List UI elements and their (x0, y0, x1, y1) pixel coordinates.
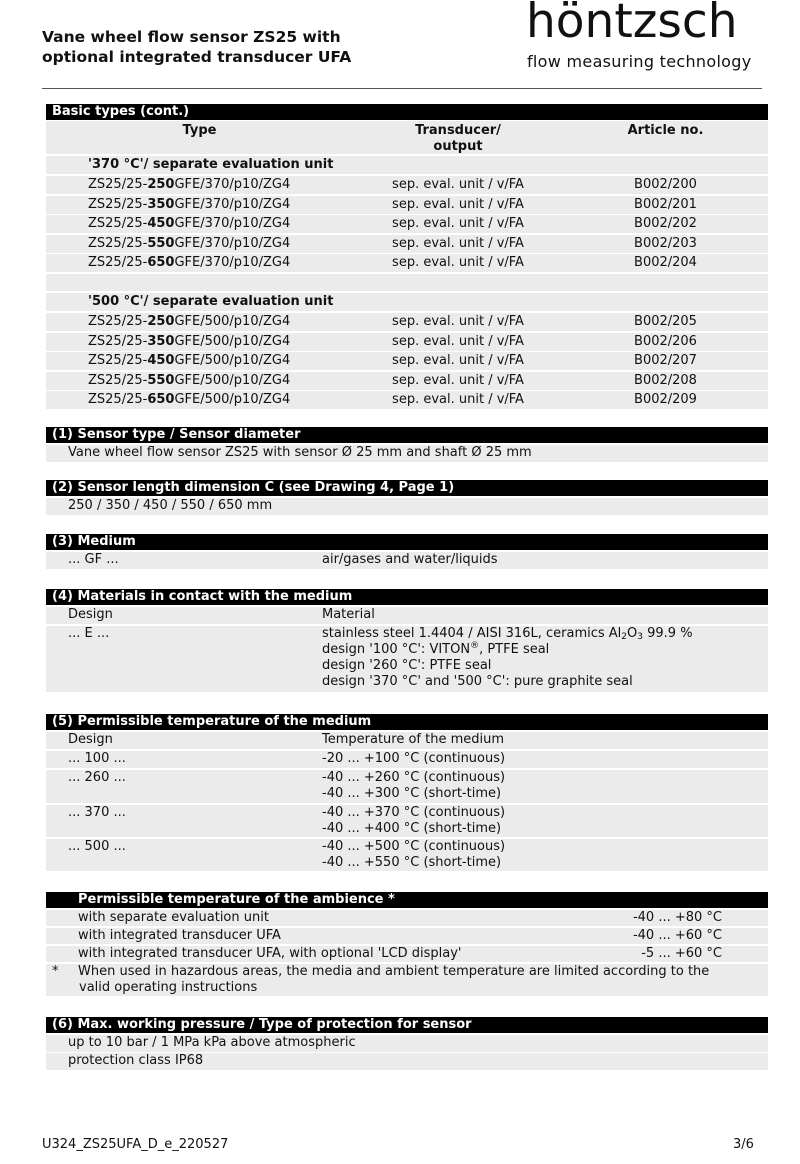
section-5-col-temp: Temperature of the medium (249, 732, 768, 749)
note-asterisk: * (52, 964, 59, 979)
header-divider (42, 88, 762, 89)
temperature-line-1: -40 ... +500 °C (continuous) (322, 839, 506, 854)
design-code: ... 260 ... (46, 770, 247, 803)
material-line-3: design '260 °C': PTFE seal (322, 658, 492, 673)
section-5-heading: (5) Permissible temperature of the medium (46, 714, 768, 730)
transducer-output: sep. eval. unit / v/FA (355, 254, 561, 272)
section-3-code: ... GF ... (46, 552, 247, 569)
article-number: B002/206 (563, 333, 768, 351)
section-4-col-material: Material (249, 607, 768, 624)
type-code: ZS25/25-450GFE/500/p10/ZG4 (46, 352, 353, 370)
col-header-transducer-line1: Transducer/ (415, 123, 501, 138)
transducer-output: sep. eval. unit / v/FA (355, 176, 561, 194)
design-code: ... 500 ... (46, 839, 247, 871)
ambience-heading: Permissible temperature of the ambience * (46, 892, 768, 908)
section-4-code: ... E ... (46, 626, 247, 692)
group-label-empty (355, 293, 768, 311)
footer-page-number: 3/6 (733, 1137, 754, 1152)
table-row (46, 372, 768, 390)
table-row (46, 235, 768, 253)
col-header-transducer (355, 121, 561, 154)
footer-doc-id: U324_ZS25UFA_D_e_220527 (42, 1137, 229, 1152)
material-line-1: stainless steel 1.4404 / AISI 316L, ceramics $Al_2O_3$ 99.9 % (322, 626, 693, 642)
group-label-370: '370 °C'/ separate evaluation unit (46, 156, 353, 174)
table-row (46, 751, 768, 768)
temperature-range (249, 805, 768, 837)
table-row (46, 313, 768, 331)
transducer-output: sep. eval. unit / v/FA (355, 391, 561, 409)
document-title (42, 27, 462, 67)
material-line-2: design '100 °C': VITON®, PTFE seal (322, 641, 550, 657)
basic-types-heading: Basic types (cont.) (46, 104, 768, 120)
temperature-line-2: -40 ... +550 °C (short-time) (322, 855, 502, 870)
temperature-line-2: -40 ... +300 °C (short-time) (322, 786, 502, 801)
table-row (46, 215, 768, 233)
section-6-line-2: protection class IP68 (46, 1053, 768, 1070)
type-code: ZS25/25-450GFE/370/p10/ZG4 (46, 215, 353, 233)
section-4-material-row (46, 626, 768, 692)
table-row (46, 946, 768, 962)
group-label-row-500 (46, 293, 768, 311)
type-code: ZS25/25-250GFE/370/p10/ZG4 (46, 176, 353, 194)
section-5-col-design: Design (46, 732, 247, 749)
note-line-1: When used in hazardous areas, the media and ambient temperature are limited according to the (78, 964, 710, 979)
col-header-transducer-line2: output (433, 139, 483, 154)
group-label-empty (355, 156, 768, 174)
type-code: ZS25/25-650GFE/370/p10/ZG4 (46, 254, 353, 272)
type-code: ZS25/25-350GFE/500/p10/ZG4 (46, 333, 353, 351)
transducer-output: sep. eval. unit / v/FA (355, 215, 561, 233)
section-3-heading: (3) Medium (46, 534, 768, 550)
group-label-row-370 (46, 156, 768, 174)
temperature-line-1: -40 ... +370 °C (continuous) (322, 805, 506, 820)
type-code: ZS25/25-650GFE/500/p10/ZG4 (46, 391, 353, 409)
temperature-line-2: -40 ... +400 °C (short-time) (322, 821, 502, 836)
article-number: B002/208 (563, 372, 768, 390)
design-code: ... 100 ... (46, 751, 247, 768)
ambience-temperature: -40 ... +80 °C (589, 910, 768, 926)
article-number: B002/201 (563, 196, 768, 214)
section-4-material-text (249, 626, 768, 692)
ambience-temperature: -5 ... +60 °C (589, 946, 768, 962)
table-row (46, 770, 768, 803)
table-row (46, 196, 768, 214)
ambience-temperature: -40 ... +60 °C (589, 928, 768, 944)
type-code: ZS25/25-550GFE/370/p10/ZG4 (46, 235, 353, 253)
article-number: B002/207 (563, 352, 768, 370)
section-1-row (46, 445, 768, 462)
ambience-note-row (46, 964, 768, 996)
transducer-output: sep. eval. unit / v/FA (355, 372, 561, 390)
section-6-heading: (6) Max. working pressure / Type of protection for sensor (46, 1017, 768, 1033)
ambience-condition: with integrated transducer UFA, with optional 'LCD display' (46, 946, 587, 962)
temperature-range (249, 839, 768, 871)
article-number: B002/203 (563, 235, 768, 253)
transducer-output: sep. eval. unit / v/FA (355, 313, 561, 331)
material-line-4: design '370 °C' and '500 °C': pure graphite seal (322, 674, 633, 689)
type-code: ZS25/25-350GFE/370/p10/ZG4 (46, 196, 353, 214)
type-code: ZS25/25-250GFE/500/p10/ZG4 (46, 313, 353, 331)
table-row (46, 333, 768, 351)
section-2-text: 250 / 350 / 450 / 550 / 650 mm (46, 498, 768, 515)
type-code: ZS25/25-550GFE/500/p10/ZG4 (46, 372, 353, 390)
temperature-line-1: -40 ... +260 °C (continuous) (322, 770, 506, 785)
col-header-type: Type (46, 121, 353, 154)
article-number: B002/204 (563, 254, 768, 272)
section-1-text: Vane wheel flow sensor ZS25 with sensor Ø 25 mm and shaft Ø 25 mm (46, 445, 768, 462)
section-2-row (46, 498, 768, 515)
table-row (46, 910, 768, 926)
temperature-range (249, 751, 768, 768)
title-line-1: Vane wheel flow sensor ZS25 with (42, 28, 341, 46)
spacer-row (46, 274, 768, 291)
table-row (46, 928, 768, 944)
section-6-row-1 (46, 1035, 768, 1052)
table-row (46, 391, 768, 409)
table-row (46, 176, 768, 194)
transducer-output: sep. eval. unit / v/FA (355, 352, 561, 370)
section-3-value: air/gases and water/liquids (249, 552, 768, 569)
article-number: B002/209 (563, 391, 768, 409)
table-row (46, 839, 768, 871)
article-number: B002/205 (563, 313, 768, 331)
article-number: B002/200 (563, 176, 768, 194)
section-1-heading: (1) Sensor type / Sensor diameter (46, 427, 768, 443)
section-4-col-design: Design (46, 607, 247, 624)
temperature-range (249, 770, 768, 803)
transducer-output: sep. eval. unit / v/FA (355, 235, 561, 253)
section-4-heading: (4) Materials in contact with the medium (46, 589, 768, 605)
section-6-line-1: up to 10 bar / 1 MPa kPa above atmospheric (46, 1035, 768, 1052)
table-header-row (46, 121, 768, 154)
brand-tagline: flow measuring technology (527, 52, 752, 71)
table-row (46, 254, 768, 272)
article-number: B002/202 (563, 215, 768, 233)
section-2-heading: (2) Sensor length dimension C (see Drawing 4, Page 1) (46, 480, 768, 496)
ambience-note (46, 964, 768, 996)
transducer-output: sep. eval. unit / v/FA (355, 196, 561, 214)
section-6-row-2 (46, 1053, 768, 1070)
group-label-500: '500 °C'/ separate evaluation unit (46, 293, 353, 311)
table-row (46, 805, 768, 837)
section-4-header-row (46, 607, 768, 624)
transducer-output: sep. eval. unit / v/FA (355, 333, 561, 351)
brand-logo: höntzsch (526, 0, 738, 49)
col-header-article: Article no. (563, 121, 768, 154)
temperature-line-1: -20 ... +100 °C (continuous) (322, 751, 506, 766)
title-line-2: optional integrated transducer UFA (42, 48, 352, 66)
note-line-2: valid operating instructions (79, 980, 258, 995)
ambience-condition: with integrated transducer UFA (46, 928, 587, 944)
ambience-condition: with separate evaluation unit (46, 910, 587, 926)
design-code: ... 370 ... (46, 805, 247, 837)
section-5-header-row (46, 732, 768, 749)
table-row (46, 352, 768, 370)
section-3-row (46, 552, 768, 569)
